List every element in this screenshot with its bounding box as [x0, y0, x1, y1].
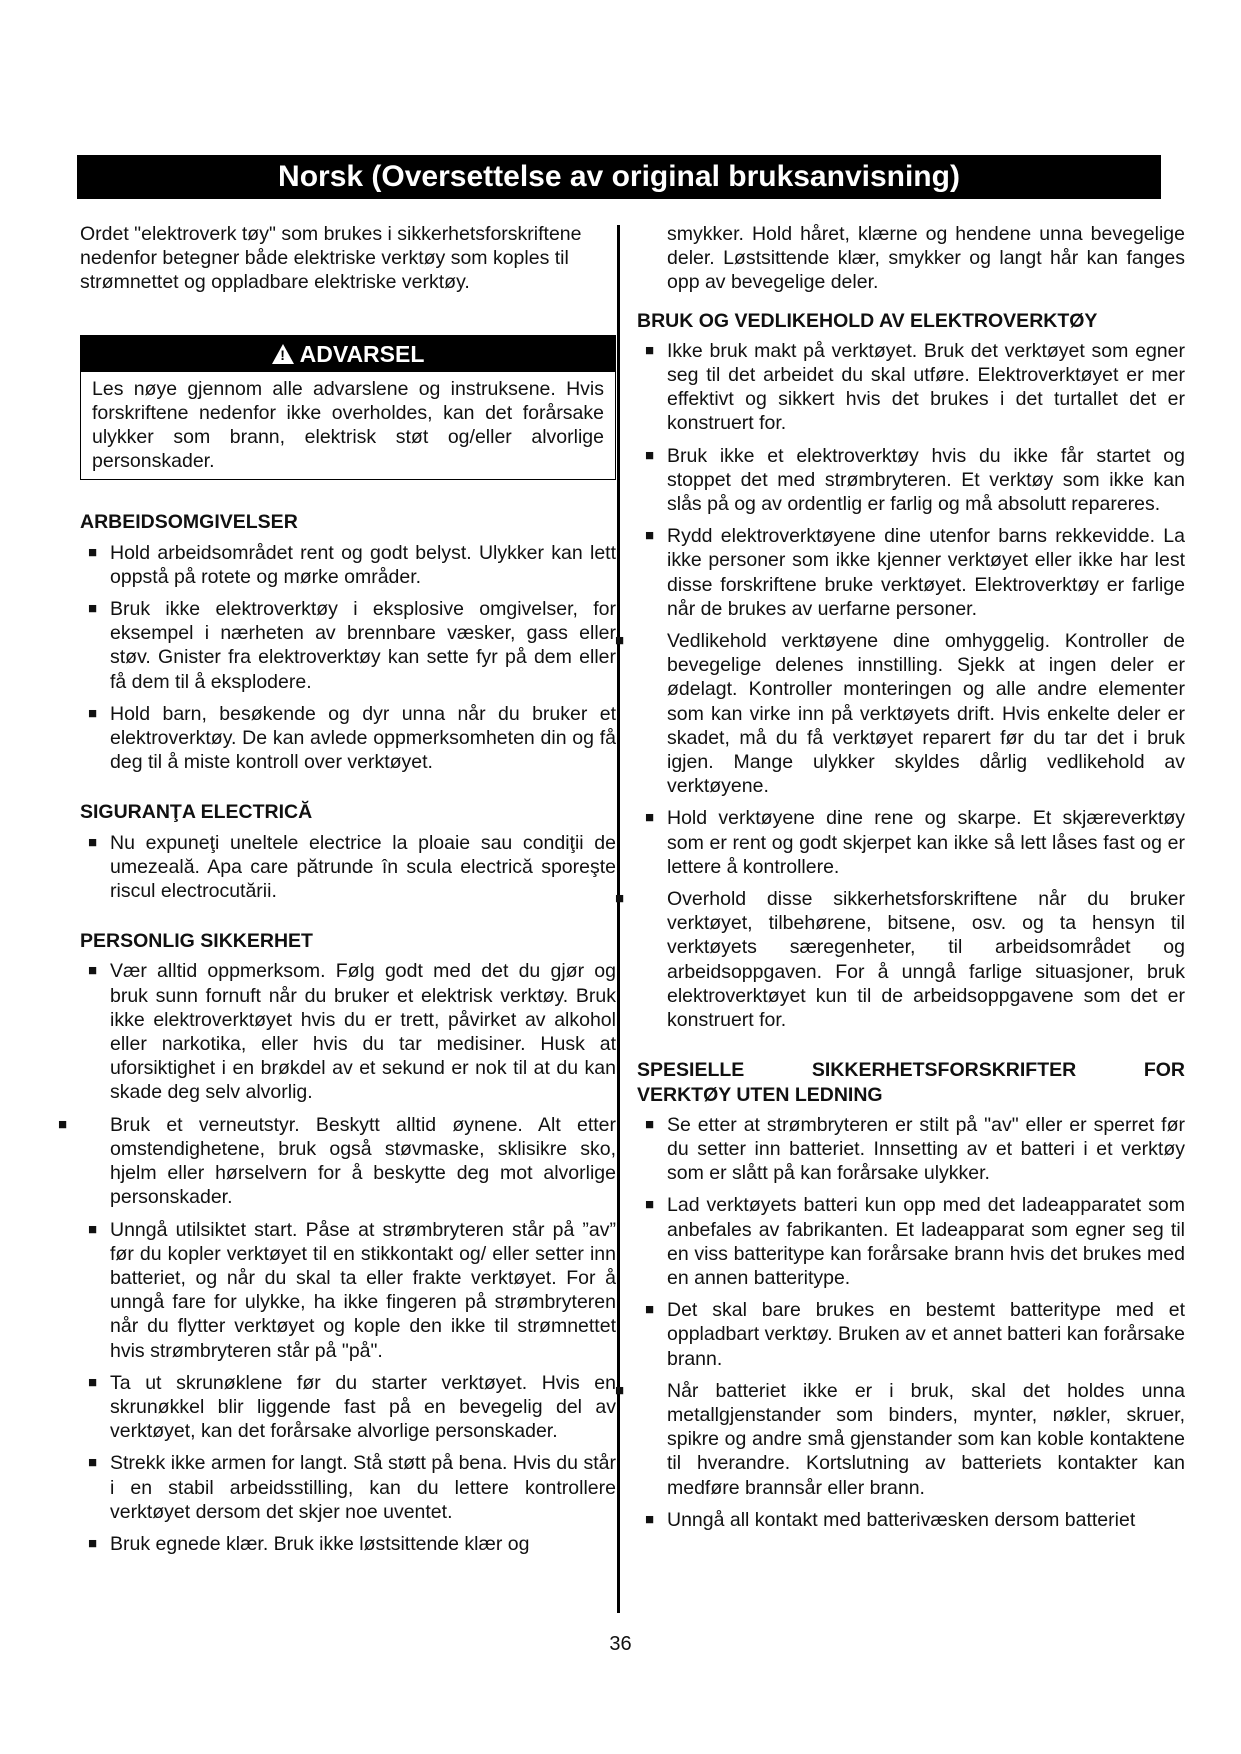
bullet-icon: ■: [88, 1534, 98, 1552]
bullet-icon: ■: [88, 1220, 98, 1238]
section-heading-use-care: BRUK OG VEDLIKEHOLD AV ELEKTROVERKTØY: [637, 309, 1098, 332]
bullet-icon: ■: [645, 1196, 655, 1214]
list-item: ■ Lad verktøyets batteri kun opp med det ladeapparatet som anbefales av fabrikanten. Et ladeapparat som egner seg til en viss batteritype kan forårsake brann hvis det brukes med en annen batteritype.: [645, 1194, 1185, 1289]
section-heading-electrical: SIGURANŢA ELECTRICĂ: [80, 801, 313, 824]
list-item: ■ Rydd elektroverktøyene dine utenfor barns rekkevidde. La ikke personer som ikke kjenner verktøyet eller ikke har lest disse forskriftene bruke verktøyet. Elektroverktøy er farlige når de brukes av uerfarne personer.: [645, 525, 1185, 620]
bullet-icon: ■: [88, 704, 98, 722]
warning-box: [80, 335, 616, 481]
column-divider: [617, 225, 620, 1613]
warning-text: Les nøye gjennom alle advarslene og instruksene. Hvis forskriftene nedenfor ikke overholdes, kan det forårsake ulykker som brann, elektrisk støt og/eller alvorlige personskader.: [92, 377, 604, 473]
bullet-icon: ■: [645, 1301, 655, 1319]
bullet-icon: ■: [615, 890, 625, 908]
list-item: ■ Ta ut skrunøklene før du starter verktøyet. Hvis en skrunøkkel blir liggende fast på en bevegelig del av verktøyet, kan det forårsake alvorlige personskader.: [88, 1371, 616, 1443]
right-column: [615, 222, 1185, 1540]
warning-title: ADVARSEL: [299, 340, 425, 367]
page-title: Norsk (Oversettelse av original bruksanvisning): [77, 155, 1161, 199]
section-heading-personal: PERSONLIG SIKKERHET: [80, 930, 313, 953]
list-item-continued: smykker. Hold håret, klærne og hendene unna bevegelige deler. Løstsittende klær, smykker og langt hår kan fanges opp av bevegelige deler.: [667, 223, 1185, 294]
bullet-icon: ■: [645, 341, 655, 359]
list-item: ■ Bruk ikke et elektroverktøy hvis du ikke får startet og stoppet det med strømbryteren. Et verktøy som ikke kan slås på og av ordentlig er farlig og må absolutt repareres.: [645, 444, 1185, 516]
section-heading-cordless-line2: VERKTØY UTEN LEDNING: [637, 1083, 883, 1106]
page-number: 36: [609, 1633, 632, 1655]
list-item: ■ Se etter at strømbryteren er stilt på "av" eller er sperret før du setter inn batteriet. Innsetting av et batteri i et verktøy som er slått på kan forårsake ulykker.: [645, 1113, 1185, 1185]
bullet-icon: ■: [88, 543, 98, 561]
list-item: ■ Bruk egnede klær. Bruk ikke løstsittende klær og: [88, 1532, 530, 1555]
list-item: ■ Det skal bare brukes en bestemt batteritype med et oppladbart verktøy. Bruken av et annet batteri kan forårsake brann.: [645, 1299, 1185, 1370]
intro-text: Ordet "elektroverk tøy" som brukes i sikkerhetsforskriftene nedenfor betegner både elektriske verktøy som koples til strømnettet og oppladbare elektriske verktøy.: [80, 223, 582, 294]
warning-triangle-icon: !: [272, 344, 294, 364]
left-column: [58, 222, 616, 1564]
bullet-icon: ■: [645, 1115, 655, 1133]
list-item: ■ Overhold disse sikkerhetsforskriftene når du bruker verktøyet, tilbehørene, bitsene, osv. og ta hensyn til verktøyets særegenheter, til arbeidsområdet og arbeidsoppgaven. For å unngå farlige situasjoner, bruk elektroverktøyet kun til de arbeidsoppgavene som det er konstruert for.: [615, 888, 1185, 1032]
list-item: ■ Nu expuneţi uneltele electrice la ploaie sau condiţii de umezeală. Apa care pătrunde în scula electrică sporeşte riscul electrocutării.: [88, 831, 616, 903]
list-item: ■ Strekk ikke armen for langt. Stå støtt på bena. Hvis du står i en stabil arbeidsstilling, kan du lettere kontrollere verktøyet dersom det skjer noe uventet.: [88, 1452, 616, 1523]
bullet-icon: ■: [615, 1381, 625, 1399]
bullet-icon: ■: [645, 1510, 655, 1528]
bullet-icon: ■: [88, 962, 98, 980]
list-item: ■ Hold barn, besøkende og dyr unna når du bruker et elektroverktøy. De kan avlede oppmerksomheten din og få deg til å miste kontroll over verktøyet.: [88, 702, 616, 774]
bullet-icon: ■: [88, 1373, 98, 1391]
bullet-icon: ■: [615, 632, 625, 650]
list-item: ■ Vær alltid oppmerksom. Følg godt med det du gjør og bruk sunn fornuft når du bruker et elektrisk verktøy. Bruk ikke elektroverktøyet hvis du er trett, påvirket av alkohol eller narkotika, eller hvis du tar medisiner. Husk at uforsiktighet i en brøkdel av et sekund er nok til at du kan skade deg selv alvorlig.: [88, 960, 616, 1104]
bullet-icon: ■: [88, 600, 98, 618]
list-item: ■ Vedlikehold verktøyene dine omhyggelig. Kontroller de bevegelige delenes innstilling. Sjekk at ingen deler er ødelagt. Kontroller monteringen og alle andre elementer som kan virke inn på verktøyets drift. Hvis enkelte deler er skadet, må du få verktøyet reparert før du tar det i bruk igjen. Mange ulykker skyldes dårlig vedlikehold av verktøyene.: [615, 630, 1185, 798]
bullet-icon: ■: [645, 446, 655, 464]
list-item: ■ Ikke bruk makt på verktøyet. Bruk det verktøyet som egner seg til det arbeidet du skal utføre. Elektroverktøyet er mer effektivt og sikkert hvis det brukes i det turtallet det er konstruert for.: [645, 339, 1185, 435]
list-item: ■ Hold verktøyene dine rene og skarpe. Et skjæreverktøy som er rent og godt skjerpet kan ikke så lett låses fast og er lettere å kontrollere.: [645, 807, 1185, 878]
list-item: ■ Unngå all kontakt med batterivæsken dersom batteriet: [645, 1508, 1136, 1531]
bullet-icon: ■: [88, 833, 98, 851]
bullet-icon: ■: [645, 527, 655, 545]
list-item: ■ Bruk et verneutstyr. Beskytt alltid øynene. Alt etter omstendighetene, bruk også støvmaske, sklisikre sko, hjelm eller hørselvern for å beskytte deg mot alvorlige personskader.: [58, 1113, 616, 1209]
list-item: ■ Unngå utilsiktet start. Påse at strømbryteren står på ”av” før du kopler verktøyet til en stikkontakt og/ eller setter inn batteriet, og når du skal ta eller frakte verktøyet. For å unngå fare for ulykke, ha ikke fingeren på strømbryteren når du flytter verktøyet og kople den ikke til strømnettet hvis strømbryteren står på "på".: [88, 1218, 616, 1362]
section-heading-work-area: ARBEIDSOMGIVELSER: [80, 511, 298, 534]
list-item: ■ Bruk ikke elektroverktøy i eksplosive omgivelser, for eksempel i nærheten av brennbare væsker, gass eller støv. Gnister fra elektroverktøy kan sette fyr på dem eller få dem til å eksplodere.: [88, 598, 616, 693]
bullet-icon: ■: [645, 809, 655, 827]
list-item: ■ Når batteriet ikke er i bruk, skal det holdes unna metallgjenstander som binders, mynter, nøkler, skruer, spikre og andre små gjenstander som kan koble kontaktene til hverandre. Kortslutning av batteriets kontakter kan medføre brannsår eller brann.: [615, 1379, 1185, 1499]
bullet-icon: ■: [88, 1454, 98, 1472]
bullet-icon: ■: [58, 1115, 68, 1133]
list-item: ■ Hold arbeidsområdet rent og godt belyst. Ulykker kan lett oppstå på rotete og mørke områder.: [88, 541, 616, 588]
warning-header: [81, 336, 615, 372]
section-heading-cordless: SPESIELLE SIKKERHETSFORSKRIFTER FOR: [637, 1059, 1185, 1082]
